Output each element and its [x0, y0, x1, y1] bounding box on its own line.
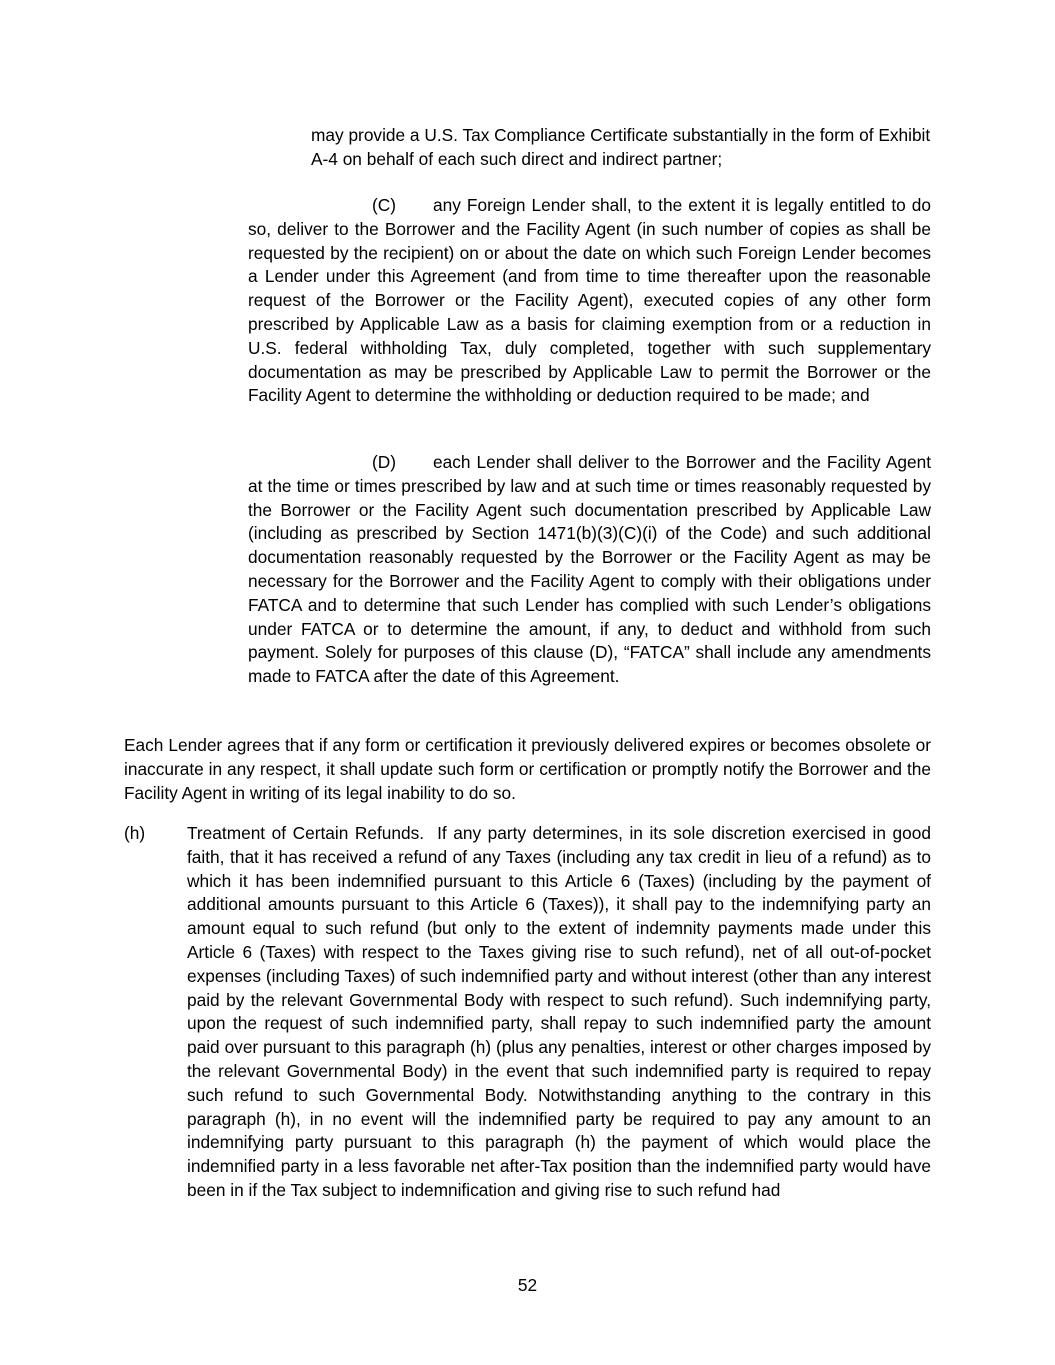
- clause-c-label: (C): [372, 195, 396, 215]
- clause-h: [187, 822, 931, 1203]
- clause-h-label: (h): [124, 823, 146, 843]
- page-number: 52: [517, 1275, 538, 1295]
- clause-d-label: (D): [372, 452, 396, 472]
- clause-h-text: If any party determines, in its sole discretion exercised in good faith, that it has received a refund of any Taxes (including any tax credit in lieu of a refund) as to which it has been indemnified pursuant to this Article 6 (Taxes) (including by the payment of additional amounts pursuant to this Article 6 (Taxes)), it shall pay to the indemnifying party an amount equal to such refund (but only to the extent of indemnity payments made under this Article 6 (Taxes) with respect to the Taxes giving rise to such refund), net of all out-of-pocket expenses (including Taxes) of such indemnified party and without interest (other than any interest paid by the relevant Governmental Body with respect to such refund). Such indemnifying party, upon the request of such indemnified party, shall repay to such indemnified party the amount paid over pursuant to this paragraph (h) (plus any penalties, interest or other charges imposed by the relevant Governmental Body) in the event that such indemnified party is required to repay such refund to such Governmental Body. Notwithstanding anything to the contrary in this paragraph (h), in no event will the indemnified party be required to pay any amount to an indemnifying party pursuant to this paragraph (h) the payment of which would place the indemnified party in a less favorable net after-Tax position than the indemnified party would have been in if the Tax subject to indemnification and giving rise to such refund had: [187, 823, 931, 1200]
- clause-c-text: any Foreign Lender shall, to the extent it is legally entitled to do so, deliver to the Borrower and the Facility Agent (in such number of copies as shall be requested by the recipient) on or about the date on which such Foreign Lender becomes a Lender under this Agreement (and from time to time thereafter upon the reasonable request of the Borrower or the Facility Agent), executed copies of any other form prescribed by Applicable Law as a basis for claiming exemption from or a reduction in U.S. federal withholding Tax, duly completed, together with such supplementary documentation as may be prescribed by Applicable Law to permit the Borrower or the Facility Agent to determine the withholding or deduction required to be made; and: [248, 195, 931, 406]
- paragraph-each-lender: Each Lender agrees that if any form or certification it previously delivered expires or becomes obsolete or inaccurate in any respect, it shall update such form or certification or promptly notify the Borrower and the Facility Agent in writing of its legal inability to do so.: [124, 735, 931, 803]
- clause-c: [248, 194, 931, 408]
- clause-d: [248, 451, 931, 689]
- paragraph-exhibit-a4: may provide a U.S. Tax Compliance Certificate substantially in the form of Exhibit A-4 on behalf of each such direct and indirect partner;: [311, 125, 931, 169]
- clause-h-heading: Treatment of Certain Refunds.: [187, 823, 425, 843]
- clause-d-text: each Lender shall deliver to the Borrower and the Facility Agent at the time or times prescribed by law and at such time or times reasonably requested by the Borrower or the Facility Agent such documentation prescribed by Applicable Law (including as prescribed by Section 1471(b)(3)(C)(i) of the Code) and such additional documentation reasonably requested by the Borrower or the Facility Agent as may be necessary for the Borrower and the Facility Agent to comply with their obligations under FATCA and to determine that such Lender has complied with such Lender’s obligations under FATCA or to determine the amount, if any, to deduct and withhold from such payment. Solely for purposes of this clause (D), “FATCA” shall include any amendments made to FATCA after the date of this Agreement.: [248, 452, 931, 687]
